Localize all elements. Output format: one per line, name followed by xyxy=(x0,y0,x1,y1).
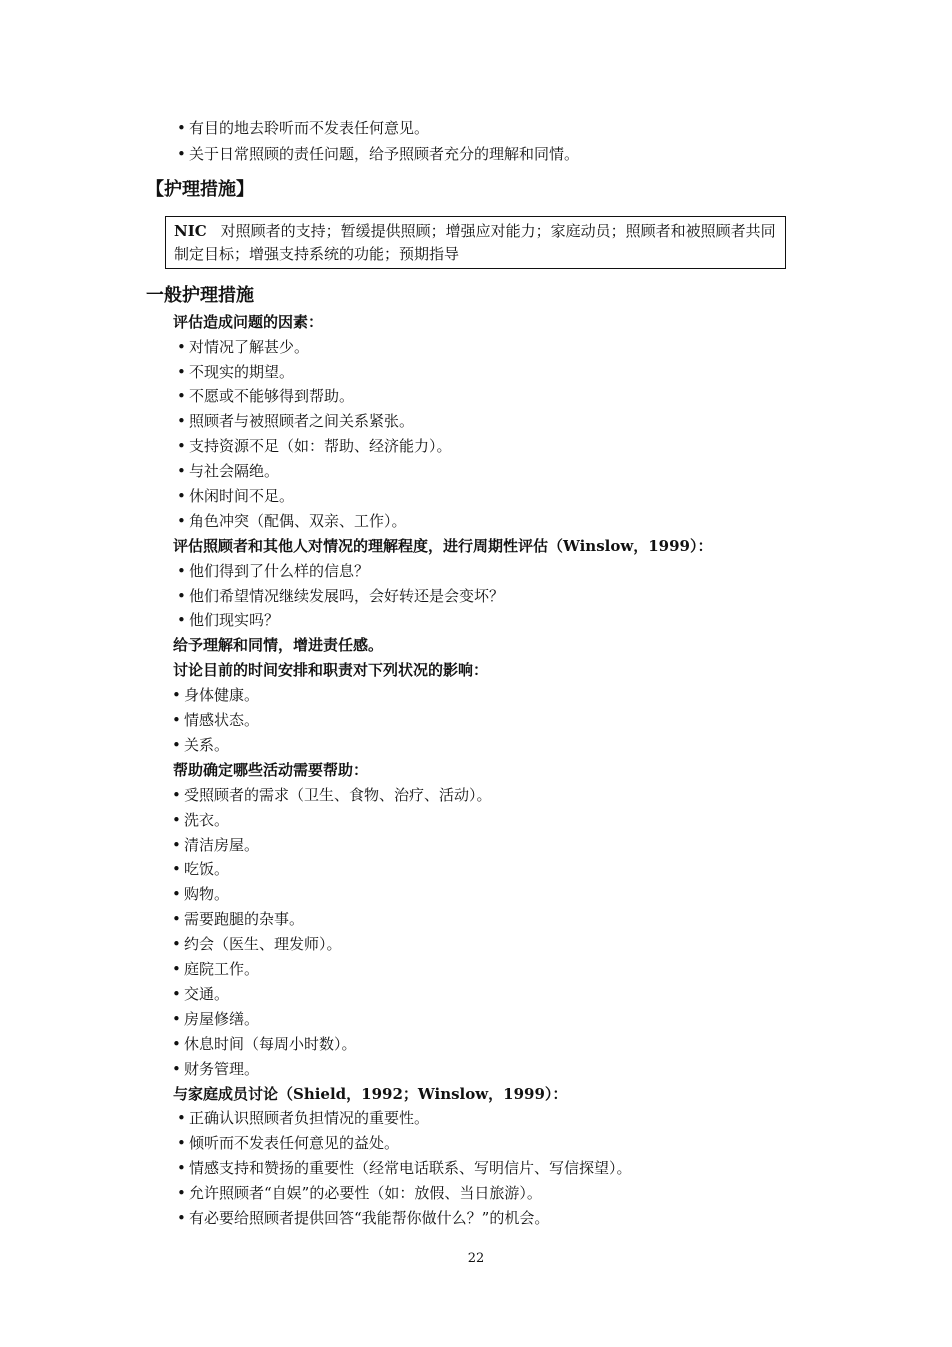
page-number: 22 xyxy=(467,1251,485,1266)
list-item: • 财务管理。 xyxy=(172,1059,259,1079)
group-title: 与家庭成员讨论（Shield，1992；Winslow，1999）： xyxy=(173,1085,568,1103)
list-item: • 与社会隔绝。 xyxy=(177,461,279,481)
list-item: • 他们现实吗？ xyxy=(177,610,279,630)
general-heading: 一般护理措施 xyxy=(146,285,254,306)
list-item: • 支持资源不足（如：帮助、经济能力）。 xyxy=(177,436,452,456)
intro-item: • 关于日常照顾的责任问题，给予照顾者充分的理解和同情。 xyxy=(177,144,579,164)
list-item: • 约会（医生、理发师）。 xyxy=(172,934,342,954)
list-item: • 正确认识照顾者负担情况的重要性。 xyxy=(177,1108,429,1128)
list-item: • 关系。 xyxy=(172,735,229,755)
list-item: • 情感状态。 xyxy=(172,710,259,730)
list-item: • 交通。 xyxy=(172,984,229,1004)
list-item: • 对情况了解甚少。 xyxy=(177,337,309,357)
list-item: • 清洁房屋。 xyxy=(172,835,259,855)
section-title: 【护理措施】 xyxy=(146,179,254,200)
list-item: • 他们希望情况继续发展吗，会好转还是会变坏？ xyxy=(177,586,504,606)
list-item: • 不愿或不能够得到帮助。 xyxy=(177,386,354,406)
list-item: • 身体健康。 xyxy=(172,685,259,705)
list-item: • 休息时间（每周小时数）。 xyxy=(172,1034,357,1054)
group-title: 评估造成问题的因素： xyxy=(173,313,324,331)
group-title: 讨论目前的时间安排和职责对下列状况的影响： xyxy=(173,661,489,679)
list-item: • 庭院工作。 xyxy=(172,959,259,979)
group-title: 评估照顾者和其他人对情况的理解程度，进行周期性评估（Winslow，1999）： xyxy=(173,537,713,555)
list-item: • 情感支持和赞扬的重要性（经常电话联系、写明信片、写信探望）。 xyxy=(177,1158,632,1178)
nic-text: 对照顾者的支持；暂缓提供照顾；增强应对能力；家庭动员；照顾者和被照顾者共同制定目标；增强支持系统的功能；预期指导 xyxy=(174,222,776,263)
list-item: • 购物。 xyxy=(172,884,229,904)
group-title: 帮助确定哪些活动需要帮助： xyxy=(173,761,369,779)
list-item: • 吃饭。 xyxy=(172,859,229,879)
list-item: • 受照顾者的需求（卫生、食物、治疗、活动）。 xyxy=(172,785,492,805)
nic-tag: NIC xyxy=(174,222,207,240)
list-item: • 房屋修缮。 xyxy=(172,1009,259,1029)
intro-item: • 有目的地去聆听而不发表任何意见。 xyxy=(177,118,429,138)
list-item: • 角色冲突（配偶、双亲、工作）。 xyxy=(177,511,407,531)
list-item: • 照顾者与被照顾者之间关系紧张。 xyxy=(177,411,414,431)
list-item: • 休闲时间不足。 xyxy=(177,486,294,506)
list-item: • 他们得到了什么样的信息？ xyxy=(177,561,369,581)
nic-box xyxy=(165,216,786,269)
list-item: • 允许照顾者“自娱”的必要性（如：放假、当日旅游）。 xyxy=(177,1183,542,1203)
list-item: • 需要跑腿的杂事。 xyxy=(172,909,304,929)
group-title: 给予理解和同情，增进责任感。 xyxy=(173,636,384,654)
list-item: • 倾听而不发表任何意见的益处。 xyxy=(177,1133,399,1153)
list-item: • 洗衣。 xyxy=(172,810,229,830)
list-item: • 有必要给照顾者提供回答“我能帮你做什么？”的机会。 xyxy=(177,1208,549,1228)
list-item: • 不现实的期望。 xyxy=(177,362,294,382)
